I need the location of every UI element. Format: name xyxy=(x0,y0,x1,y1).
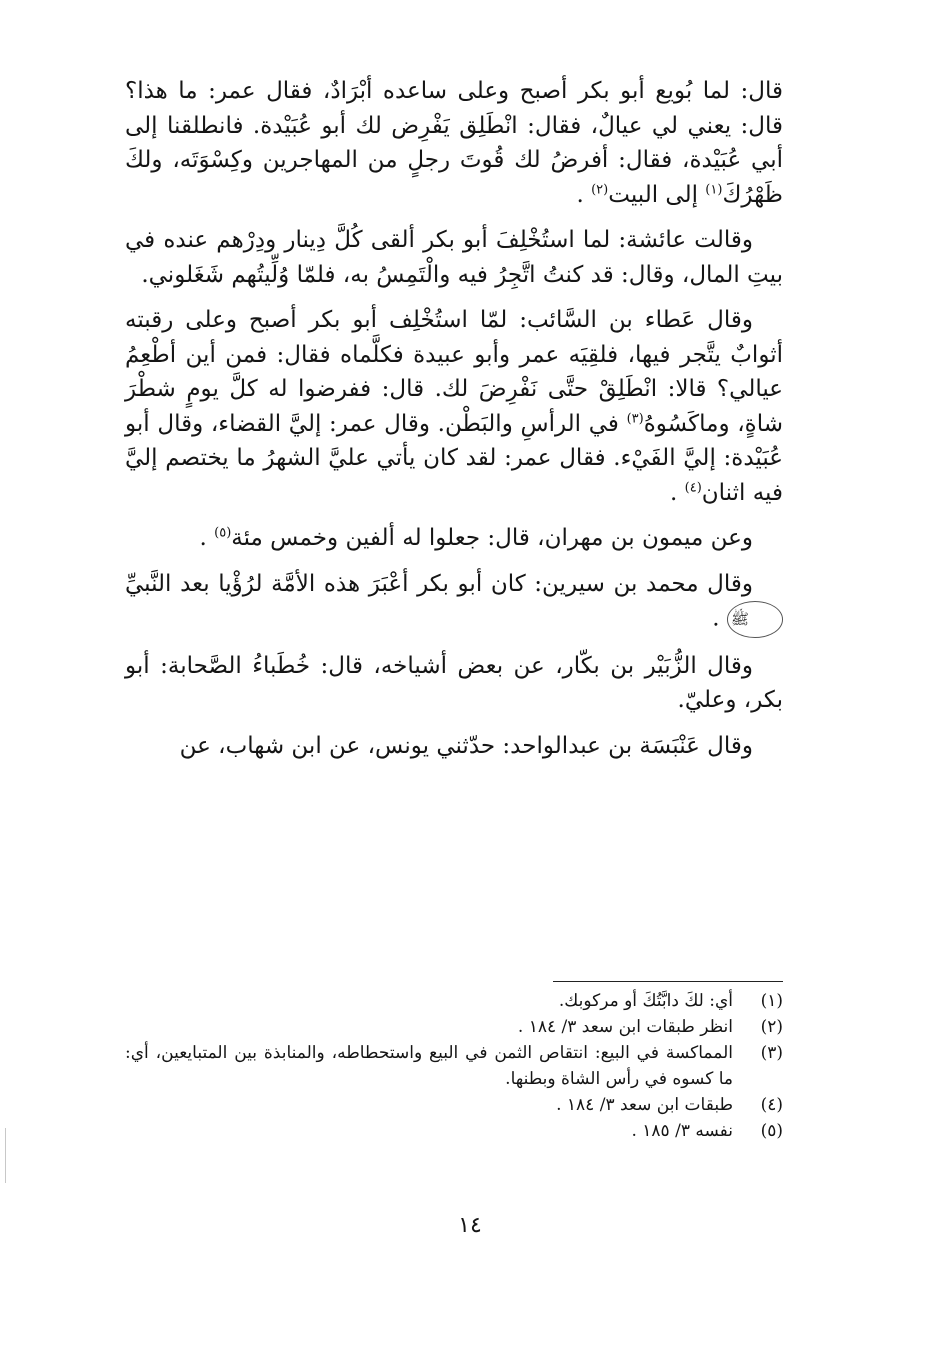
paragraph-5 xyxy=(125,567,783,638)
paragraph-1-tail: . xyxy=(576,181,592,208)
footnote-number: (٤) xyxy=(760,1095,783,1115)
footnote-divider xyxy=(553,981,783,982)
paragraph-3 xyxy=(125,303,783,510)
footnote-text: طبقات ابن سعد ٣/ ١٨٤ . xyxy=(556,1095,733,1115)
paragraph-1 xyxy=(125,74,783,212)
footnote-text: أي: لكَ دابَّتُكَ أو مركوبك. xyxy=(558,991,733,1011)
paragraph-7 xyxy=(125,729,783,764)
honorific-icon: ﷺ xyxy=(727,601,783,638)
paragraph-3-tail: . xyxy=(670,479,685,506)
footnote-item xyxy=(125,988,783,1014)
footnote-ref-2[interactable]: (٢) xyxy=(591,181,609,197)
scan-margin-line xyxy=(5,1128,6,1183)
paragraph-7-text: وقال عَنْبَسَة بن عبدالواحد: حدّثني يونس، عن ابن شهاب، عن xyxy=(179,732,753,759)
footnote-item xyxy=(125,1118,783,1144)
footnote-number: (٥) xyxy=(760,1121,783,1141)
paragraph-1-text-2: إلى البيت xyxy=(608,181,706,208)
paragraph-6-text: وقال الزُّبَيْر بن بكّار، عن بعض أشياخه، قال: خُطَباءُ الصَّحابة: أبو بكر، وعليّ. xyxy=(125,652,783,713)
paragraph-3-text-2: في الرأسِ والبَطْن. وقال عمر: إليَّ القضاء، وقال أبو عُبَيْدة: إليَّ الفَيْء. فقال عمر: لقد كان يأتي عليَّ الشهرُ ما يختصم إليَّ فيه اثنان xyxy=(125,410,783,506)
footnote-item xyxy=(125,1014,783,1040)
paragraph-5-text: وقال محمد بن سيرين: كان أبو بكر أعْبَرَ هذه الأمَّة لرُؤْيا بعد النَّبيِّ xyxy=(125,570,753,597)
footnote-ref-4[interactable]: (٤) xyxy=(684,479,702,495)
footnote-text: نفسه ٣/ ١٨٥ . xyxy=(631,1121,733,1141)
footnotes xyxy=(125,988,783,1144)
paragraph-2-text: وقالت عائشة: لما استُخْلِفَ أبو بكر ألقى كُلَّ دِينار ودِرْهم عنده في بيتِ المال، وقال: قد كنتُ اتَّجِرُ فيه والْتَمِسُ به، فلمّا وُلِّيتُهم شَغَلوني. xyxy=(125,227,783,288)
footnote-number: (٣) xyxy=(760,1043,783,1063)
paragraph-4-tail: . xyxy=(199,525,215,551)
paragraph-4-text: وعن ميمون بن مهران، قال: جعلوا له ألفين وخمس مئة xyxy=(231,525,753,551)
footnote-text: انظر طبقات ابن سعد ٣/ ١٨٤ . xyxy=(517,1017,733,1037)
footnote-number: (٢) xyxy=(760,1017,783,1037)
paragraph-3-text: وقال عَطاء بن السَّائب: لمّا استُخْلِف أبو بكر أصبح وعلى رقبته أثوابٌ يتَّجر فيها، فلقِيَه عمر وأبو عبيدة فكلَّماه فقال: فمن أين أطْعِمُ عيالي؟ قالا: انْطَلِقْ حتَّى نَفْرِضَ لك. قال: ففرضوا له كلَّ يومٍ شطْرَ شاةٍ، وماكَسُوهُ xyxy=(125,307,784,437)
footnote-ref-5[interactable]: (٥) xyxy=(214,525,232,541)
paragraph-6 xyxy=(125,649,783,718)
footnote-number: (١) xyxy=(760,991,783,1011)
paragraph-4 xyxy=(125,521,783,556)
footnote-ref-3[interactable]: (٣) xyxy=(626,410,644,426)
footnote-ref-1[interactable]: (١) xyxy=(705,181,723,197)
page-number: ١٤ xyxy=(458,1213,482,1238)
footnote-item xyxy=(125,1040,783,1092)
paragraph-2 xyxy=(125,223,783,292)
footnote-text: المماكسة في البيع: انتقاص الثمن في البيع واستحطاطه، والمنابذة بين المتبايعين، أي: ما كسوه في رأس الشاة وبطنها. xyxy=(125,1043,733,1089)
paragraph-5-tail: . xyxy=(712,605,727,632)
footnote-item xyxy=(125,1092,783,1118)
paragraph-1-text: قال: لما بُويع أبو بكر أصبح وعلى ساعده أبْرَادٌ، فقال عمر: ما هذا؟ قال: يعني لي عيالٌ، فقال: انْطَلِق يَفْرِض لك أبو عُبَيْدة. فانطلقنا إلى أبي عُبَيْدة، فقال: أفرضُ لك قُوتَ رجلٍ من المهاجرين وكِسْوَتَه، ولكَ ظَهْرُكَ xyxy=(125,78,783,208)
main-text xyxy=(125,74,783,774)
